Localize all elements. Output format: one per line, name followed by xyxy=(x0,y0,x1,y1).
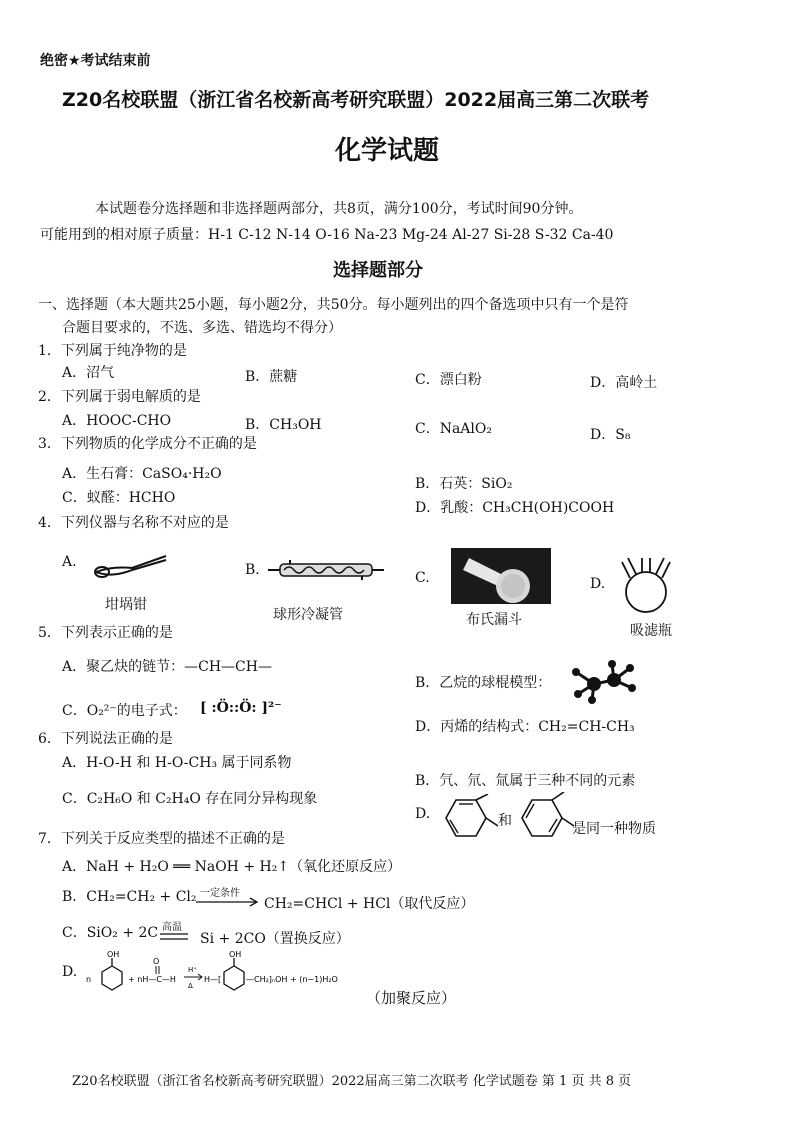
q5-c-electron-formula: [ :Ö::Ö: ]²⁻ xyxy=(200,700,282,716)
q6-option-c: C．C₂H₆O 和 C₂H₄O 存在同分异构现象 xyxy=(62,791,318,807)
q4-option-c: C. xyxy=(415,570,430,586)
q4-b-name: 球形冷凝管 xyxy=(273,607,343,623)
q7-option-b-right: CH₂=CHCl + HCl（取代反应） xyxy=(264,896,475,912)
section-title: 选择题部分 xyxy=(333,260,423,281)
q5-option-d: D．丙烯的结构式：CH₂=CH-CH₃ xyxy=(415,719,635,735)
q6-d-and: 和 xyxy=(498,813,512,829)
q7-b-condition: 一定条件 xyxy=(200,888,240,899)
q2-option-d: D．S₈ xyxy=(590,427,631,443)
q5-option-b: B．乙烷的球棍模型： xyxy=(415,675,552,691)
q5-option-a: A．聚乙炔的链节：—CH—CH— xyxy=(62,659,272,675)
suction-flask-icon xyxy=(612,552,682,616)
q3-option-c: C．蚁醛：HCHO xyxy=(62,490,176,506)
q2-option-c: C．NaAlO₂ xyxy=(415,421,492,437)
q4-c-name: 布氏漏斗 xyxy=(466,612,522,628)
q3-option-a: A．生石膏：CaSO₄·H₂O xyxy=(62,466,222,482)
q4-a-name: 坩埚钳 xyxy=(105,597,147,613)
q1-option-d: D．高岭土 xyxy=(590,375,658,391)
svg-text:n: n xyxy=(86,975,92,984)
q4-option-b: B. xyxy=(245,562,260,578)
intro-line-1: 本试题卷分选择题和非选择题两部分，共8页，满分100分，考试时间90分钟。 xyxy=(95,201,583,217)
q7-option-c-left: C．SiO₂ + 2C xyxy=(62,925,159,941)
q2-option-a: A．HOOC-CHO xyxy=(62,413,172,429)
dimethylcyclohexadiene-structure-2 xyxy=(516,792,576,844)
svg-text:+ nH—C—H: + nH—C—H xyxy=(128,975,176,984)
subject-title: 化学试题 xyxy=(335,136,440,166)
q6-option-b: B．氕、氘、氚属于三种不同的元素 xyxy=(415,773,636,789)
q4-option-d: D. xyxy=(590,576,606,592)
q7-option-c-right: Si + 2CO（置换反应） xyxy=(200,931,350,947)
q7-option-a: A．NaH + H₂O ══ NaOH + H₂↑（氧化还原反应） xyxy=(62,859,402,875)
q4-d-name: 吸滤瓶 xyxy=(630,623,672,639)
phenol-formaldehyde-polymerization-equation xyxy=(84,950,364,1004)
q6-d-tail: 是同一种物质 xyxy=(572,821,656,837)
q2-option-b: B．CH₃OH xyxy=(245,417,322,433)
confidential-mark: 绝密★考试结束前 xyxy=(40,53,151,69)
section-instructions-1: 一、选择题（本大题共25小题，每小题2分，共50分。每小题列出的四个备选项中只有一个是符 xyxy=(38,297,629,313)
q7-option-d: D. xyxy=(62,964,78,980)
q3-stem: 3．下列物质的化学成分不正确的是 xyxy=(38,436,257,452)
q4-option-a: A. xyxy=(62,554,77,570)
page-footer: Z20名校联盟（浙江省名校新高考研究联盟）2022届高三第二次联考 化学试题卷 第 1 页 共 8 页 xyxy=(72,1074,632,1089)
svg-text:OH: OH xyxy=(229,950,242,959)
section-instructions-2: 合题目要求的，不选、多选、错选均不得分） xyxy=(62,320,342,336)
q7-stem: 7．下列关于反应类型的描述不正确的是 xyxy=(38,831,285,847)
q1-stem: 1．下列属于纯净物的是 xyxy=(38,343,187,359)
q6-option-a: A．H-O-H 和 H-O-CH₃ 属于同系物 xyxy=(62,755,292,771)
q3-option-b: B．石英：SiO₂ xyxy=(415,476,513,492)
svg-text:H⁺: H⁺ xyxy=(188,966,197,974)
svg-text:—CH₂]ₙOH + (n−1)H₂O: —CH₂]ₙOH + (n−1)H₂O xyxy=(246,975,338,984)
buchner-funnel-photo xyxy=(451,548,551,604)
q5-stem: 5．下列表示正确的是 xyxy=(38,625,173,641)
q7-d-tail: （加聚反应） xyxy=(366,989,457,1007)
svg-text:OH: OH xyxy=(107,950,120,959)
exam-title: Z20名校联盟（浙江省名校新高考研究联盟）2022届高三第二次联考 xyxy=(62,89,650,111)
reaction-arrow-icon xyxy=(196,897,260,907)
svg-text:Δ: Δ xyxy=(188,982,193,990)
q2-stem: 2．下列属于弱电解质的是 xyxy=(38,389,201,405)
q1-option-c: C．漂白粉 xyxy=(415,372,482,388)
equals-sign-icon xyxy=(160,932,190,942)
q6-stem: 6．下列说法正确的是 xyxy=(38,731,173,747)
q4-stem: 4．下列仪器与名称不对应的是 xyxy=(38,515,229,531)
q1-option-b: B．蔗糖 xyxy=(245,369,298,385)
ethane-ball-stick-model xyxy=(566,660,640,704)
crucible-tongs-icon xyxy=(92,548,172,584)
bulb-condenser-icon xyxy=(268,558,386,582)
svg-text:H—[: H—[ xyxy=(204,975,222,984)
q5-option-c: C．O₂²⁻的电子式： xyxy=(62,703,187,719)
intro-line-2: 可能用到的相对原子质量：H-1 C-12 N-14 O-16 Na-23 Mg-24 Al-27 Si-28 S-32 Ca-40 xyxy=(40,227,614,243)
q7-option-b-left: B．CH₂=CH₂ + Cl₂ xyxy=(62,889,197,905)
svg-text:O: O xyxy=(153,957,160,966)
q6-option-d: D. xyxy=(415,806,431,822)
q3-option-d: D．乳酸：CH₃CH(OH)COOH xyxy=(415,500,615,516)
q7-c-condition: 高温 xyxy=(162,922,182,933)
q1-option-a: A．沼气 xyxy=(62,365,115,381)
dimethylcyclohexadiene-structure-1 xyxy=(436,794,500,842)
